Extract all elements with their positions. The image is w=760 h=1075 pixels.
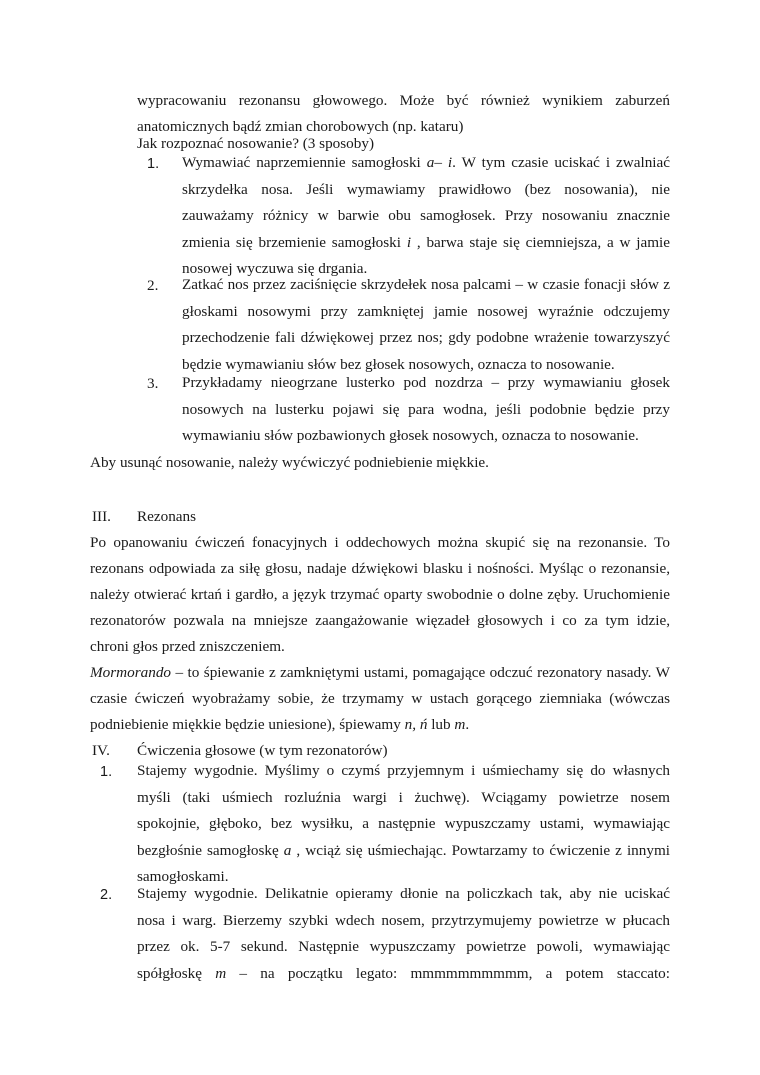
section-4-number: IV. bbox=[92, 742, 110, 759]
paragraph-line: chroni głos przed zniszczeniem. bbox=[90, 638, 285, 655]
list-item-line: nosowej wyczuwa się drgania. bbox=[182, 260, 368, 277]
list-item-line: będzie wymawianiu słów bez głosek nosowych, oznacza to nosowanie. bbox=[182, 355, 615, 373]
paragraph-line: rezonans odpowiada za siłę głosu, nadaje dźwiękowi blasku i nośności. Myśląc o rezonansie, bbox=[90, 560, 670, 577]
list-item-line: skrzydełka nosa. Jeśli wymawiamy prawidłowo (bez nosowania), nie bbox=[182, 180, 670, 198]
intro-line-2: anatomicznych bądź zmian chorobowych (np. kataru) bbox=[137, 118, 464, 135]
exercise-line: nosa i warg. Bierzemy szybki wdech nosem, przytrzymujemy powietrze w płucach bbox=[137, 911, 670, 929]
paragraph-line: należy otwierać krtań i gardło, a język trzymać oparty swobodnie o dolne zęby. Uruchomienie bbox=[90, 586, 670, 603]
list-number: 1. bbox=[147, 156, 160, 172]
exercise-line: Stajemy wygodnie. Delikatnie opieramy dłonie na policzkach tak, aby nie uciskać bbox=[137, 885, 670, 902]
exercise-line: samogłoskami. bbox=[137, 868, 229, 885]
exercise-line: bezgłośnie samogłoskę a , wciąż się uśmiechając. Powtarzamy to ćwiczenie z innymi bbox=[137, 841, 670, 859]
list-item-line: Wymawiać naprzemiennie samogłoski a– i. W tym czasie uciskać i zwalniać bbox=[182, 154, 670, 171]
exercise-number: 2. bbox=[100, 887, 113, 903]
remove-nasal-text: Aby usunąć nosowanie, należy wyćwiczyć podniebienie miękkie. bbox=[90, 454, 489, 471]
intro-line-1: wypracowaniu rezonansu głowowego. Może być również wynikiem zaburzeń bbox=[137, 92, 670, 109]
list-number: 3. bbox=[147, 375, 159, 392]
section-3-number: III. bbox=[92, 508, 111, 525]
paragraph-line: czasie ćwiczeń wyobrażamy sobie, że trzymamy w ustach gorącego ziemniaka (wówczas bbox=[90, 690, 670, 707]
list-item-line: Przykładamy nieogrzane lusterko pod nozdrza – przy wymawianiu głosek bbox=[182, 374, 670, 391]
paragraph-line: podniebienie miękkie będzie uniesione), śpiewamy n, ń lub m. bbox=[90, 716, 470, 733]
exercise-line: spokojnie, głęboko, bez wysiłku, a następnie wypuszczamy ustami, wymawiając bbox=[137, 815, 670, 832]
exercise-line: myśli (taki uśmiech rozluźnia wargi i żuchwę). Wciągamy powietrze nosem bbox=[137, 788, 670, 806]
paragraph-line: Mormorando – to śpiewanie z zamkniętymi ustami, pomagające odczuć rezonatory nasady. W bbox=[90, 664, 670, 681]
exercise-number: 1. bbox=[100, 764, 113, 780]
exercise-line: Stajemy wygodnie. Myślimy o czymś przyjemnym i uśmiechamy się do własnych bbox=[137, 762, 670, 779]
list-number: 2. bbox=[147, 277, 159, 294]
exercise-line: spółgłoskę m – na początku legato: mmmmmmmmmm, a potem staccato: bbox=[137, 964, 670, 982]
list-item-line: głoskami nosowymi przy zamkniętej jamie nosowej wyraźnie odczujemy bbox=[182, 302, 670, 320]
section-3-title: Rezonans bbox=[137, 508, 197, 525]
question-heading: Jak rozpoznać nosowanie? (3 sposoby) bbox=[137, 135, 375, 152]
list-item-line: zauważamy różnicy w barwie obu samogłosek. Przy nosowaniu znacznie bbox=[182, 207, 670, 224]
paragraph-line: Po opanowaniu ćwiczeń fonacyjnych i oddechowych można skupić się na rezonansie. To bbox=[90, 534, 670, 551]
list-item-line: zmienia się brzemienie samogłoski i , barwa staje się ciemniejsza, a w jamie bbox=[182, 233, 670, 251]
list-item-line: przechodzenie fali dźwiękowej przez nos; gdy podobne wrażenie towarzyszyć bbox=[182, 329, 670, 346]
list-item-line: wymawianiu słów pozbawionych głosek nosowych, oznacza to nosowanie. bbox=[182, 427, 639, 444]
section-4-title: Ćwiczenia głosowe (w tym rezonatorów) bbox=[137, 742, 388, 759]
list-item-line: Zatkać nos przez zaciśnięcie skrzydełek nosa palcami – w czasie fonacji słów z bbox=[182, 276, 670, 293]
list-item-line: nosowych na lusterku pojawi się para wodna, jeśli podobnie będzie przy bbox=[182, 400, 670, 418]
paragraph-line: rezonatorów pozwala na mniejsze zaangażowanie więzadeł głosowych i co za tym idzie, bbox=[90, 612, 670, 629]
exercise-line: przez ok. 5-7 sekund. Następnie wypuszczamy powietrze powoli, wymawiając bbox=[137, 938, 670, 955]
